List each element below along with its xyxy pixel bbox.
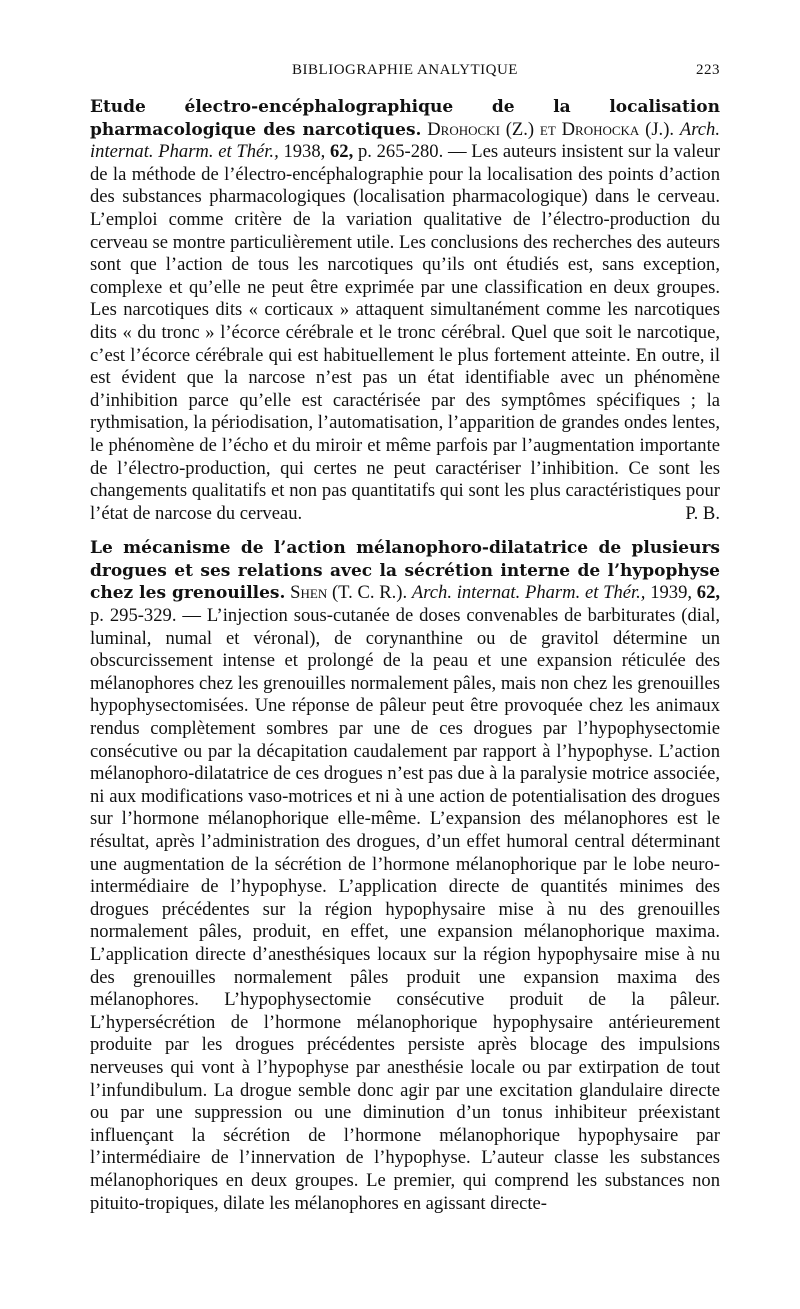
article-2	[90, 537, 720, 1215]
article-body: — Les auteurs insistent sur la valeur de la méthode de l’électro-encéphalographie pour la localisation des points d’action des substances pharmacologiques (localisation pharmacologique) dans le cerveau. L’emploi comme critère de la variation qualitative de l’électro-production du cerveau se montre particulièrement utile. Les conclusions des recherches des auteurs sont que l’action de tous les narcotiques qu’ils ont étudiés est, sans exception, complexe et qu’elle ne peut être exprimée par une classification en deux groupes. Les narcotiques dits « corticaux » attaquent simultanément comme les narcotiques dits « du tronc » l’écorce cérébrale et le tronc cérébral. Quel que soit le narcotique, c’est l’écorce cérébrale qui est habituellement le plus fortement atteinte. En outre, il est évident que la narcose n’est pas un état identifiable avec un phénomène d’inhibition parce qu’elle est caractérisée par des symptômes spécifiques ; la rythmisation, la périodisation, l’automatisation, l’apparition de grandes ondes lentes, le phénomène de l’écho et du miroir et même parfois par l’augmentation importante de l’électro-production, qui certes ne peut caractériser l’inhibition. Ce sont les changements qualitatifs et non pas quantitatifs qui sont les plus caractéristiques pour l’état de narcose du cerveau.	[90, 141, 720, 524]
article-1	[90, 96, 720, 525]
article-journal: Arch. internat. Pharm. et Thér.,	[411, 582, 646, 604]
article-volume: 62,	[696, 582, 721, 604]
article-title: Le mécanisme de l’action mélanophoro-dilatatrice de plusieurs drogues et ses relations avec la sécrétion interne de l’hypophyse chez les grenouilles.	[90, 538, 720, 604]
article-authors: Shen (T. C. R.).	[290, 582, 408, 604]
article-pages: p. 265-280.	[357, 141, 444, 163]
article-journal: Arch. internat. Pharm. et Thér.,	[90, 118, 720, 163]
page-number: 223	[696, 62, 720, 78]
running-head	[90, 62, 720, 84]
article-authors: Drohocki (Z.) et Drohocka (J.).	[427, 118, 675, 140]
article-signature: P. B.	[685, 502, 720, 524]
article-year: 1938,	[283, 141, 326, 163]
article-title: Etude électro-encéphalographique de la localisation pharmacologique des narcotiques.	[90, 97, 720, 140]
article-year: 1939,	[650, 582, 693, 604]
text-column	[90, 96, 720, 1215]
article-body: — L’injection sous-cutanée de doses convenables de barbiturates (dial, luminal, numal et véronal), de corynanthine ou de gravitol détermine un obscurcissement intense et prolongé de la peau et une expansion réticulée des mélanophores chez les grenouilles normalement pâles, mais non chez les grenouilles hypophysectomisées. Une réponse de pâleur peut être provoquée chez les animaux rendus complètement sombres par une de ces drogues par l’hypophysectomie consécutive ou par la décapitation caudalement par rapport à l’hypophyse. L’action mélanophoro-dilatatrice de ces drogues n’est pas due à la paralysie motrice associée, ni aux modifications vaso-motrices et ni à une action de potentialisation des drogues sur l’hormone mélanophorique elle-même. L’expansion des mélanophores est le résultat, après l’administration des drogues, d’un effet humoral central déterminant une augmentation de la sécrétion de l’hormone mélanophorique par le lobe neuro-intermédiaire de l’hypophyse. L’application directe de quantités minimes des drogues précédentes sur la région hypophysaire mise à nu des grenouilles normalement pâles, produit, en effet, une expansion mélanophorique maxima. L’application directe d’anesthésiques locaux sur la région hypophysaire mise à nu des grenouilles normalement pâles produit une expansion maxima des mélanophores. L’hypophysectomie consécutive produit de la pâleur. L’hypersécrétion de l’hormone mélanophorique hypophysaire antérieurement produite par les drogues précédentes persiste après blocage des impulsions nerveuses qui vont à l’hypophyse par anesthésie locale ou par extirpation de tout l’infundibulum. La drogue semble donc agir par une excitation glandulaire directe ou par une suppression ou une diminution d’un tonus inhibiteur préexistant influençant la sécrétion de l’hormone mélanophorique hypophysaire par l’intermédiaire de l’innervation de l’hypophyse. L’auteur classe les substances mélanophoriques en deux groupes. Le premier, qui comprend les substances non pituito-tropiques, dilate les mélanophores en agissant directe-	[90, 605, 721, 1214]
article-volume: 62,	[330, 141, 354, 163]
article-pages: p. 295-329.	[90, 605, 177, 627]
running-head-title: BIBLIOGRAPHIE ANALYTIQUE	[292, 62, 518, 78]
